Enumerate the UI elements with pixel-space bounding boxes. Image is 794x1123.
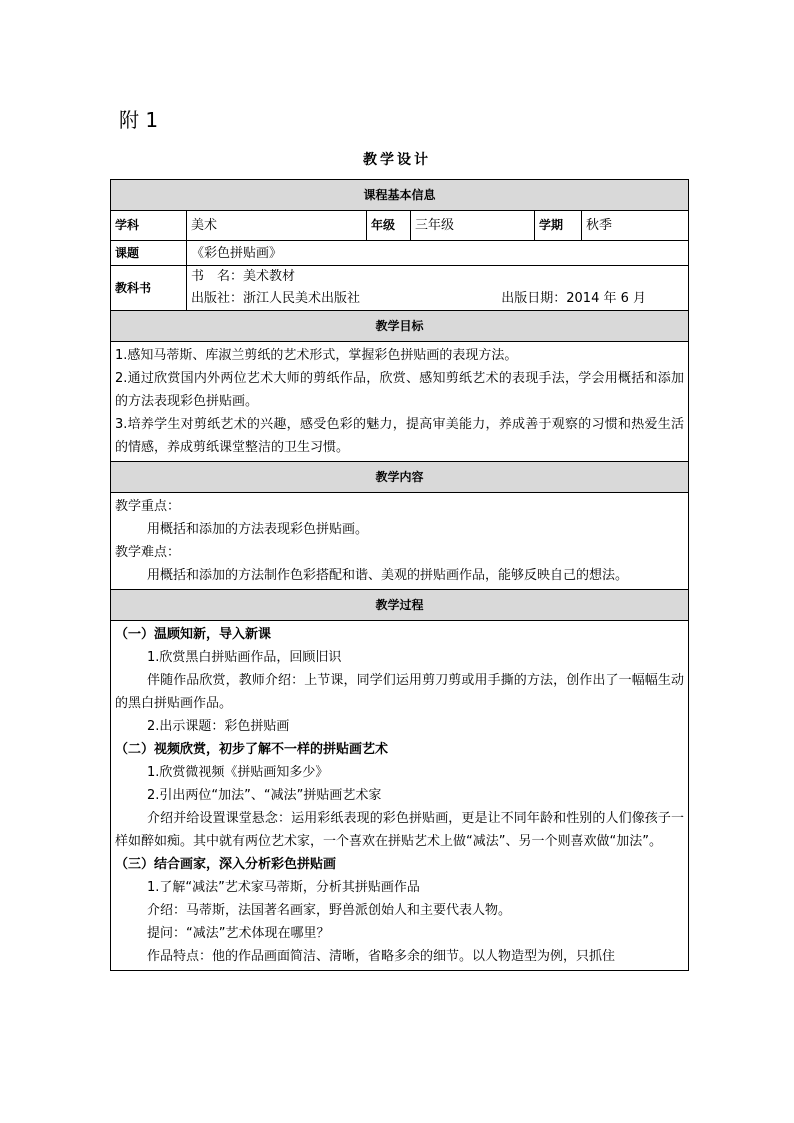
term-value: 秋季 [582,211,689,241]
key-point-text: 用概括和添加的方法表现彩色拼贴画。 [147,522,369,537]
appendix-label: 附 1 [119,108,159,132]
objectives-body [111,342,689,462]
publisher-line: 出版社：浙江人民美术出版社 [191,291,361,306]
process-paragraph: 作品特点：他的作品画面简洁、清晰，省略多余的细节。以人物造型为例，只抓住 [147,949,616,964]
process-paragraph: 介绍：马蒂斯，法国著名画家，野兽派创始人和主要代表人物。 [147,903,512,918]
objectives-header: 教学目标 [111,311,689,342]
basic-info-header: 课程基本信息 [111,180,689,211]
process-paragraph: 伴随作品欣赏，教师介绍：上节课，同学们运用剪刀剪或用手撕的方法，创作出了一幅幅生动的黑白拼贴画作品。 [115,673,685,711]
key-point-label: 教学重点： [115,499,181,514]
process-step-title: （二）视频欣赏，初步了解不一样的拼贴画艺术 [115,742,389,757]
process-paragraph: 1.了解“减法”艺术家马蒂斯，分析其拼贴画作品 [147,880,420,895]
pub-date-line: 出版日期：2014 年 6 月 [501,291,647,306]
publisher-row [191,288,684,310]
process-paragraph: 1.欣赏黑白拼贴画作品，回顾旧识 [147,650,342,665]
content-header: 教学内容 [111,462,689,493]
difficulty-label: 教学难点： [115,545,181,560]
grade-label: 年级 [367,211,411,241]
process-step-title: （一）温顾知新，导入新课 [115,627,272,642]
term-label: 学期 [535,211,582,241]
objective-item: 1.感知马蒂斯、库淑兰剪纸的艺术形式，掌握彩色拼贴画的表现方法。 [115,348,518,363]
textbook-info [187,266,689,311]
content-body [111,493,689,590]
subject-label: 学科 [111,211,187,241]
topic-label: 课题 [111,241,187,266]
difficulty-text: 用概括和添加的方法制作色彩搭配和谐、美观的拼贴画作品，能够反映自己的想法。 [147,568,629,583]
process-paragraph: 提问：“减法”艺术体现在哪里？ [147,926,330,941]
process-header: 教学过程 [111,590,689,621]
objective-item: 2.通过欣赏国内外两位艺术大师的剪纸作品，欣赏、感知剪纸艺术的表现手法，学会用概括和添加的方法表现彩色拼贴画。 [115,371,685,409]
process-body [111,621,689,971]
book-name-line: 书 名：美术教材 [191,269,296,284]
subject-value: 美术 [187,211,367,241]
grade-value: 三年级 [411,211,535,241]
objective-item: 3.培养学生对剪纸艺术的兴趣，感受色彩的魅力，提高审美能力，养成善于观察的习惯和热爱生活的情感，养成剪纸课堂整洁的卫生习惯。 [115,417,685,455]
process-paragraph: 2.引出两位“加法”、“减法”拼贴画艺术家 [147,788,382,803]
topic-value: 《彩色拼贴画》 [187,241,689,266]
process-paragraph: 2.出示课题：彩色拼贴画 [147,719,290,734]
process-paragraph: 介绍并给设置课堂悬念：运用彩纸表现的彩色拼贴画，更是让不同年龄和性别的人们像孩子一样如醉如痴。其中就有两位艺术家，一个喜欢在拼贴艺术上做“减法”、另一个则喜欢做“加法”。 [115,811,685,849]
document-title: 教学设计 [363,152,431,168]
process-paragraph: 1.欣赏微视频《拼贴画知多少》 [147,765,329,780]
process-step-title: （三）结合画家，深入分析彩色拼贴画 [115,857,337,872]
textbook-label: 教科书 [111,266,187,311]
lesson-plan-table [110,179,689,971]
